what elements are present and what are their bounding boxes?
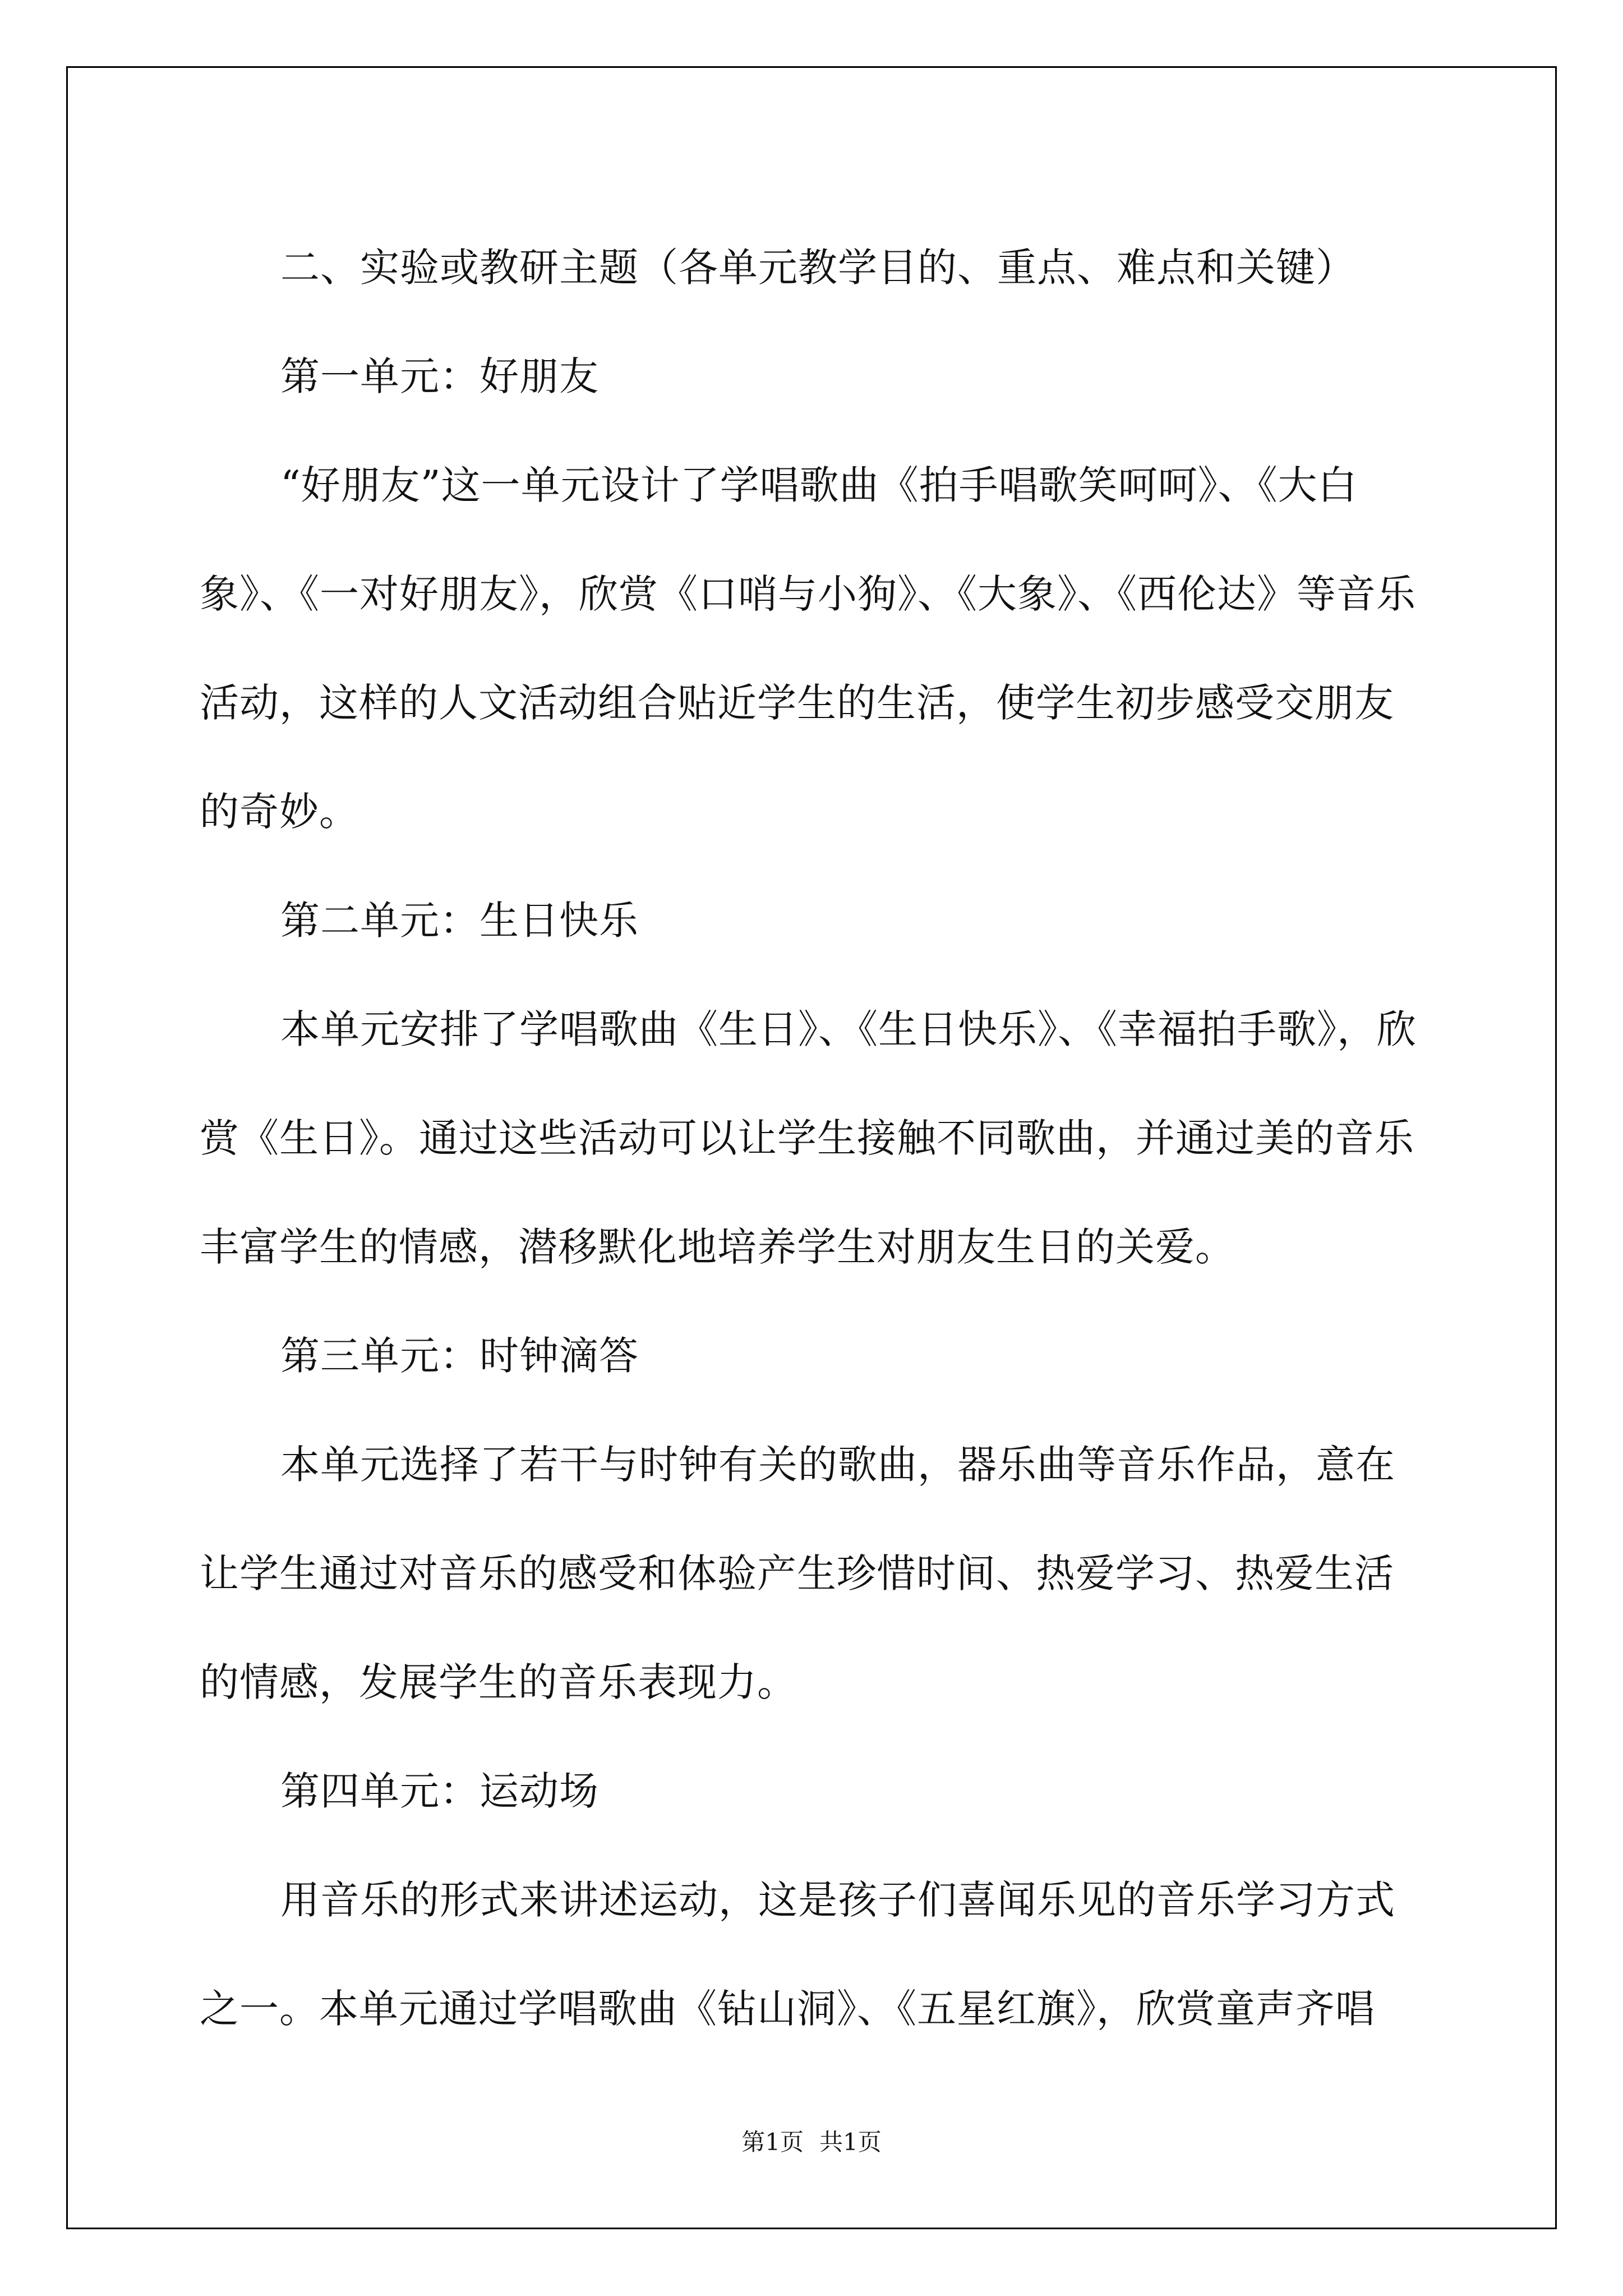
unit-paragraph (200, 1846, 1428, 2063)
paragraph-line: 本单元选择了若干与时钟有关的歌曲，器乐曲等音乐作品，意在 (280, 1442, 1395, 1488)
unit-paragraph (200, 975, 1428, 1301)
unit-title: 第二单元：生日快乐 (280, 898, 639, 944)
unit-title: 第三单元：时钟滴答 (280, 1333, 639, 1379)
paragraph-line: 的情感，发展学生的音乐表现力。 (200, 1659, 797, 1705)
paragraph-line: 之一。本单元通过学唱歌曲《钻山洞》、《五星红旗》，欣赏童声齐唱 (200, 1986, 1375, 2032)
paragraph-line: 的奇妙。 (200, 789, 359, 835)
page-number: 第1页 (741, 2128, 804, 2156)
page-total: 共1页 (819, 2128, 882, 2156)
unit-paragraph (200, 431, 1428, 866)
paragraph-line: 用音乐的形式来讲述运动，这是孩子们喜闻乐见的音乐学习方式 (280, 1877, 1395, 1923)
unit-title: 第一单元：好朋友 (280, 353, 599, 399)
paragraph-line: 本单元安排了学唱歌曲《生日》、《生日快乐》、《幸福拍手歌》，欣 (280, 1006, 1417, 1052)
paragraph-line: “好朋友”这一单元设计了学唱歌曲《拍手唱歌笑呵呵》、《大白 (280, 462, 1358, 508)
unit-title: 第四单元：运动场 (280, 1768, 599, 1814)
unit-paragraph (200, 1410, 1428, 1737)
paragraph-line: 活动，这样的人文活动组合贴近学生的生活，使学生初步感受交朋友 (200, 680, 1394, 726)
page-footer (0, 2124, 1623, 2157)
document-body (200, 213, 1428, 2063)
paragraph-line: 让学生通过对音乐的感受和体验产生珍惜时间、热爱学习、热爱生活 (200, 1550, 1394, 1596)
section-heading: 二、实验或教研主题（各单元教学目的、重点、难点和关键） (280, 245, 1355, 291)
paragraph-line: 赏《生日》。通过这些活动可以让学生接触不同歌曲，并通过美的音乐 (200, 1115, 1414, 1161)
paragraph-line: 丰富学生的情感，潜移默化地培养学生对朋友生日的关爱。 (200, 1224, 1235, 1270)
paragraph-line: 象》、《一对好朋友》，欣赏《口哨与小狗》、《大象》、《西伦达》等音乐 (200, 571, 1416, 617)
